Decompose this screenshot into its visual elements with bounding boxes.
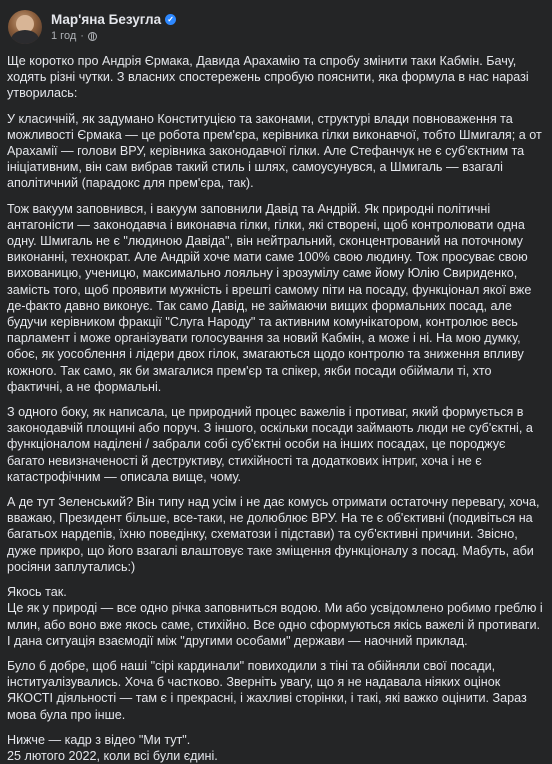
post-meta: [51, 29, 176, 43]
separator-dot: ·: [80, 30, 84, 42]
post-paragraph: Нижче — кадр з відео "Ми тут". 25 лютого 2022, коли всі були єдині.: [7, 732, 218, 763]
post-paragraph: З одного боку, як написала, це природний процес важелів і противаг, який формується в законодавчій площині або поруч. З іншого, оскільки посади займають люди не суб'єктні, а функціоналом наділені / забрали собі суб'єктні особи на інших посадах, це породжує багато невизначеності й деструктиву, стихійності та додаткових інтриг, хоча і не є катастрофічним — описала вище, чому.: [7, 405, 533, 484]
post-body: [7, 53, 545, 764]
post-paragraph: Тож вакуум заповнився, і вакуум заповнили Давід та Андрій. Як природні політичні антагоністи — законодавча і виконавча гілки, гілки, які створені, щоб контролювати одна одну. Шмигаль не є "людиною Давіда", він нейтральний, сконцентрований на поточному виконанні, технократ. Але Андрій хоче мати саме 100% свою людину. Тож просуває свою вихованицю, ученицю, максимально лояльну і зрозумілу саме йому Юлію Свириденко, замість того, щоб проявити мужність і врешті самому піти на посаду, функціонал якої вже де-факто давно виконує. Так само Давід, не займаючи вищих формальних посад, але будучи керівником фракції "Слуга Народу" та активним комунікатором, контролює весь парламент і може організувати голосування за новий Кабмін, а може і ні. На мою думку, обоє, як уособлення і лідери двох гілок, змагаються щодо контролю та зниження впливу кожного. Так само, як би змагалися прем'єр та спікер, якби посади обіймали ті, хто фактичні, а не формальні.: [7, 201, 532, 394]
post-paragraph: Ще коротко про Андрія Єрмака, Давида Арахамію та спробу змінити таки Кабмін. Бачу, ходять різні чутки. З власних спостережень спробую пояснити, яка формула в нас наразі утворилась:: [7, 54, 529, 101]
author-row: [51, 11, 176, 28]
post-paragraph: Було б добре, щоб наші "сірі кардинали" повиходили з тіні та обійняли свої посади, інституалізувались. Хоча б частково. Зверніть увагу, що я не надавала ніяких оцінок ЯКОСТІ діяльності — там є і прекрасні, і жахливі сторінки, і такі, які важко оцінити. Зараз мова була про інше.: [7, 658, 527, 722]
post-timestamp[interactable]: 1 год: [51, 30, 77, 42]
post-header-text: [51, 11, 176, 43]
post-header: [7, 8, 545, 46]
post-paragraph: Якось так. Це як у природі — все одно річка заповниться водою. Ми або усвідомлено робимо греблю і млин, або воно вже якось саме, стихійно. Все одно сформуються якісь важелі й противаги. І дана ситуація взаємодії між "другими особами" держави — наочний приклад.: [7, 585, 543, 648]
verified-check-icon: ✓: [165, 14, 176, 25]
post-paragraph: У класичній, як задумано Конституцією та законами, структурі влади повноваження та можливості Єрмака — це робота прем'єра, керівника гілки виконавчої, тобто Шмигаля; а от Арахамії — голови ВРУ, керівника законодавчої гілки. Але Стефанчук не є суб'єктним та ініціативним, він сам вибрав такий стиль і шлях, самоусунувся, а Шмигаль — взагалі аполітичний (парадокс для прем'єра, так).: [7, 111, 542, 191]
post-paragraph: А де тут Зеленський? Він типу над усім і не дає комусь отримати остаточну перевагу, хоча, вважаю, Президент більше, все-таки, не долюблює ВРУ. На те є об'єктивні (подивіться на багатьох нардепів, їхню поведінку, схематози і підстави) та суб'єктивні причини. Звісно, дуже прикро, що його взагалі влаштовує таке зміщення функціоналу з посад. Мабуть, аби росіяни заплутались:): [7, 495, 540, 574]
author-avatar[interactable]: [8, 10, 42, 44]
author-name[interactable]: Мар'яна Безугла: [51, 12, 162, 27]
globe-icon[interactable]: [88, 32, 97, 41]
